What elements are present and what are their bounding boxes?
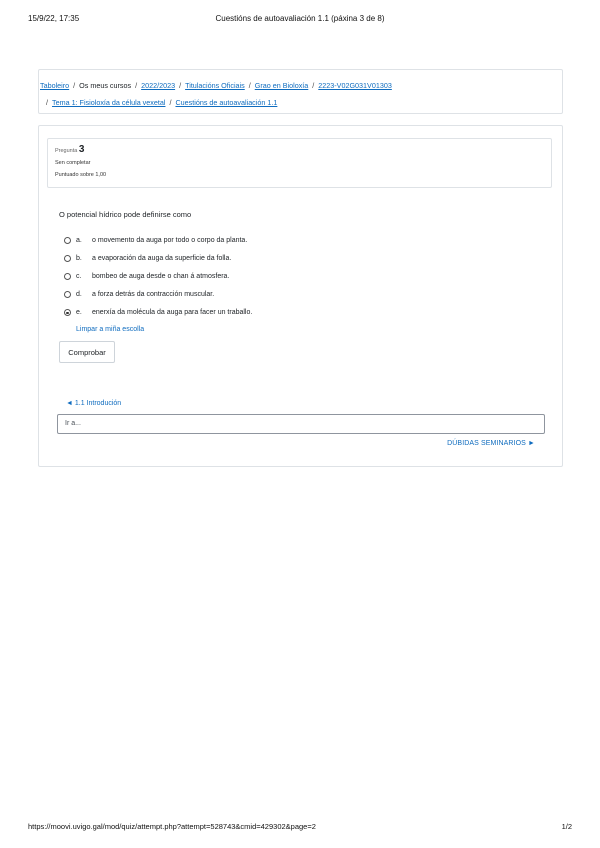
print-datetime: 15/9/22, 17:35 (28, 14, 80, 23)
breadcrumb-link-year[interactable]: 2022/2023 (141, 81, 176, 90)
breadcrumb-separator: / (169, 98, 172, 107)
clear-choice-link[interactable]: Limpar a miña escolla (76, 326, 145, 333)
answer-letter: b. (76, 254, 82, 262)
breadcrumb-separator: / (248, 81, 251, 90)
quiz-content (38, 125, 563, 467)
breadcrumb-separator: / (46, 98, 48, 107)
question-state: Sen completar (55, 160, 91, 166)
answer-option-e[interactable] (64, 304, 534, 322)
radio-button[interactable] (64, 237, 71, 244)
question-number (55, 144, 544, 157)
breadcrumb-separator: / (73, 81, 76, 90)
answer-letter: a. (76, 236, 82, 244)
breadcrumb-my-courses: Os meus cursos (79, 81, 132, 90)
answer-text: bombeo de auga desde o chan á atmosfera. (92, 272, 230, 280)
print-url: https://moovi.uvigo.gal/mod/quiz/attempt.php?attempt=528743&cmid=429302&page=2 (28, 822, 316, 831)
breadcrumb (40, 77, 556, 111)
question-text: O potencial hídrico pode definirse como (59, 210, 192, 219)
breadcrumb-link-course[interactable]: 2223-V02G031V01303 (318, 81, 392, 90)
radio-button[interactable] (64, 273, 71, 280)
check-button[interactable]: Comprobar (59, 341, 115, 363)
breadcrumb-link-quiz[interactable]: Cuestións de autoavaliación 1.1 (175, 98, 278, 107)
print-title: Cuestións de autoavaliación 1.1 (páxina 3 de 8) (215, 14, 385, 23)
previous-activity-link[interactable]: ◄ 1.1 Introdución (66, 400, 122, 407)
answer-text: o movemento da auga por todo o corpo da planta. (92, 236, 248, 244)
breadcrumb-container (38, 69, 563, 114)
question-info-box (47, 138, 552, 188)
breadcrumb-separator: / (135, 81, 138, 90)
answer-letter: e. (76, 309, 82, 317)
radio-button[interactable] (64, 255, 71, 262)
question-grade: Puntuado sobre 1,00 (55, 172, 107, 178)
breadcrumb-separator: / (179, 81, 182, 90)
radio-button[interactable] (64, 291, 71, 298)
answer-list (64, 231, 534, 322)
print-header (28, 14, 572, 26)
question-number-value: 3 (78, 144, 85, 155)
answer-letter: c. (76, 272, 82, 280)
answer-option-c[interactable] (64, 267, 534, 285)
answer-text: enerxía da molécula da auga para facer un traballo. (92, 309, 253, 317)
print-page-count: 1/2 (561, 822, 572, 831)
question-label: Pregunta (55, 148, 78, 154)
answer-letter: d. (76, 291, 82, 299)
answer-text: a forza detrás da contracción muscular. (92, 291, 215, 299)
jump-to-select[interactable]: Ir a... (57, 414, 545, 434)
breadcrumb-link-topic[interactable]: Tema 1: Fisioloxía da célula vexetal (52, 98, 166, 107)
next-activity-link[interactable]: DÚBIDAS SEMINARIOS ► (447, 440, 535, 447)
answer-text: a evaporación da auga da superficie da folla. (92, 254, 232, 262)
breadcrumb-separator: / (312, 81, 315, 90)
answer-option-b[interactable] (64, 249, 534, 267)
answer-option-a[interactable] (64, 231, 534, 249)
breadcrumb-link-degree[interactable]: Grao en Bioloxía (254, 81, 309, 90)
radio-button-checked[interactable] (64, 309, 71, 316)
breadcrumb-link-dashboard[interactable]: Taboleiro (40, 81, 70, 90)
print-footer (28, 822, 572, 834)
breadcrumb-link-official-degrees[interactable]: Titulacións Oficiais (185, 81, 245, 90)
answer-option-d[interactable] (64, 286, 534, 304)
